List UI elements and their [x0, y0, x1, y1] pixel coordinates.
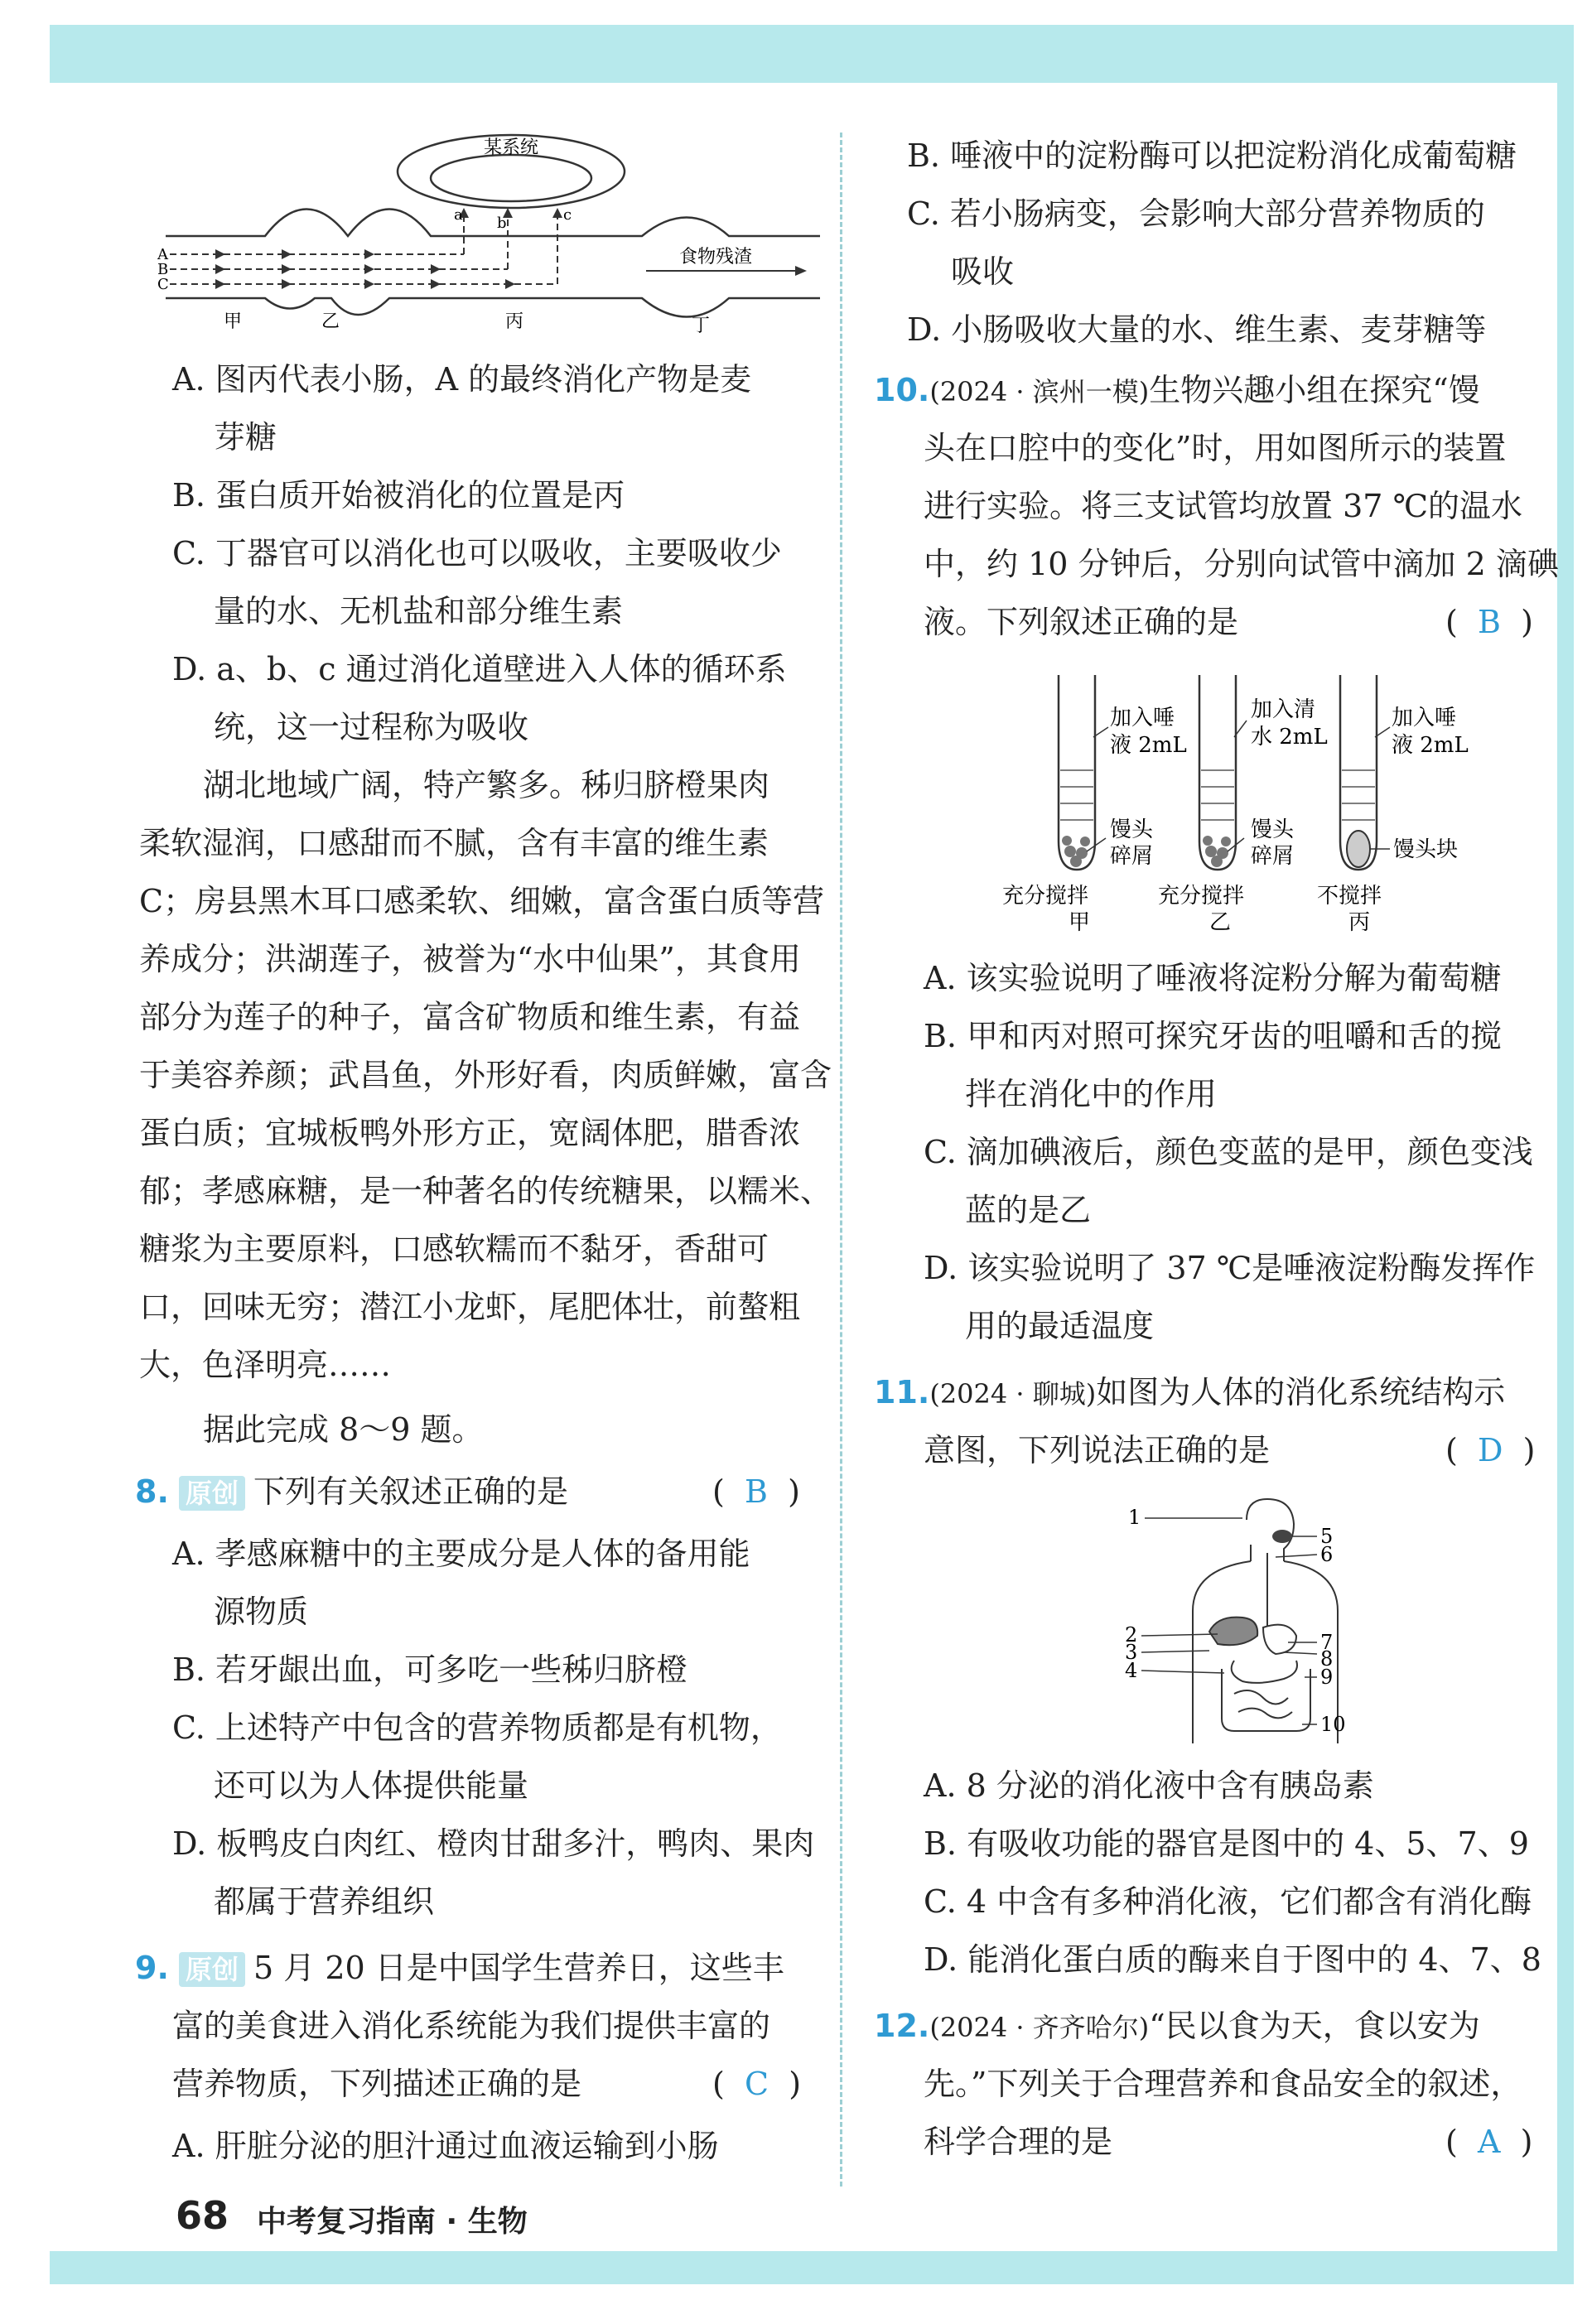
answer-letter: B: [1477, 604, 1501, 640]
q9-stem-line3: 营养物质，下列描述正确的是: [172, 2066, 582, 2102]
tube1-label: 液 2mL: [1110, 733, 1187, 758]
digestive-absorption-diagram: [157, 128, 828, 344]
fig-label-6: 6: [1320, 1543, 1334, 1566]
fig-label-8: 8: [1320, 1647, 1334, 1671]
q7-option-a-line2: 芽糖: [214, 419, 277, 456]
q8-option-a-line2: 源物质: [214, 1594, 309, 1630]
q10-option-c-line1: C. 滴加碘液后，颜色变蓝的是甲，颜色变浅: [924, 1134, 1533, 1170]
label-b: b: [497, 215, 507, 232]
passage-line: 柔软湿润，口感甜而不腻，含有丰富的维生素: [139, 825, 769, 861]
question-number: 9.: [135, 1950, 169, 1986]
q10-stem-line2: 头在口腔中的变化”时，用如图所示的装置: [924, 430, 1507, 466]
q11-option-c: C. 4 中含有多种消化液，它们都含有消化酶: [924, 1883, 1532, 1920]
tube2-label: 水 2mL: [1251, 725, 1328, 750]
question-text: 下列有关叙述正确的是: [253, 1473, 569, 1510]
q7-option-b: B. 蛋白质开始被消化的位置是丙: [172, 477, 625, 513]
tube1-label: 加入唾: [1110, 706, 1175, 730]
q12-answer: ( A ): [1445, 2124, 1533, 2160]
fig-label-5: 5: [1320, 1525, 1334, 1548]
q8-option-a-line1: A. 孝感麻糖中的主要成分是人体的备用能: [172, 1536, 750, 1572]
q10-option-c-line2: 蓝的是乙: [965, 1192, 1092, 1228]
question-11-stem: [874, 1372, 1505, 1415]
tube1-name: 甲: [1069, 910, 1091, 935]
q11-answer: ( D ): [1445, 1432, 1536, 1468]
q8-answer: ( B ): [712, 1473, 800, 1510]
question-source: (2024 · 齐齐哈尔): [929, 2012, 1150, 2043]
q10-option-d-line1: D. 该实验说明了 37 ℃是唾液淀粉酶发挥作: [924, 1250, 1536, 1286]
q10-stem-line4: 中，约 10 分钟后，分别向试管中滴加 2 滴碘: [924, 546, 1559, 582]
q7-option-d-line1: D. a、b、c 通过消化道壁进入人体的循环系: [172, 651, 787, 687]
label-A: A: [157, 246, 168, 263]
q7-option-a-line1: A. 图丙代表小肠，A 的最终消化产物是麦: [172, 361, 752, 398]
q7-option-c-line2: 量的水、无机盐和部分维生素: [214, 593, 624, 629]
tube1-content: 馒头: [1110, 817, 1154, 842]
organ-yi: 乙: [321, 311, 340, 332]
tube2-content: 碎屑: [1251, 844, 1295, 869]
passage-line: 养成分；洪湖莲子，被誉为“水中仙果”，其食用: [139, 941, 801, 977]
q8-option-d-line2: 都属于营养组织: [214, 1883, 435, 1920]
answer-letter: C: [744, 2066, 769, 2102]
answer-letter: B: [744, 1473, 768, 1510]
tube3-content: 馒头块: [1393, 837, 1459, 862]
tube2-name: 乙: [1209, 910, 1232, 935]
food-residue-label: 食物残渣: [679, 247, 753, 268]
original-badge: 原创: [179, 1476, 245, 1511]
fig-label-7: 7: [1320, 1631, 1334, 1654]
fig-label-2: 2: [1125, 1623, 1138, 1647]
system-label: 某系统: [483, 137, 539, 158]
tube2-content: 馒头: [1251, 817, 1295, 842]
label-B: B: [157, 261, 169, 278]
q8-option-d-line1: D. 板鸭皮白肉红、橙肉甘甜多汁，鸭肉、果肉: [172, 1825, 815, 1862]
answer-letter: A: [1477, 2124, 1501, 2160]
q9-stem-line2: 富的美食进入消化系统能为我们提供丰富的: [172, 2008, 771, 2044]
q11-option-b: B. 有吸收功能的器官是图中的 4、5、7、9: [924, 1825, 1529, 1862]
q10-stem-line3: 进行实验。将三支试管均放置 37 ℃的温水: [924, 488, 1523, 524]
passage-line: C；房县黑木耳口感柔软、细嫩，富含蛋白质等营: [139, 883, 825, 919]
q11-stem-line2: 意图，下列说法正确的是: [924, 1432, 1271, 1468]
passage-line: 部分为莲子的种子，富含矿物质和维生素，有益: [139, 999, 801, 1035]
digestive-system-figure: [1118, 1495, 1367, 1752]
q10-option-b-line2: 拌在消化中的作用: [965, 1076, 1218, 1112]
question-source: (2024 · 聊城): [929, 1378, 1097, 1410]
tube1-stir: 充分搅拌: [1002, 884, 1089, 909]
q8-option-c-line1: C. 上述特产中包含的营养物质都是有机物，: [172, 1709, 782, 1746]
label-C: C: [157, 276, 169, 293]
organ-jia: 甲: [224, 311, 243, 332]
test-tube-figure: [994, 663, 1508, 944]
q9-option-a: A. 肝脏分泌的胆汁通过血液运输到小肠: [172, 2128, 719, 2164]
fig-label-1: 1: [1128, 1506, 1141, 1529]
passage-line: 口，回味无穷；潜江小龙虾，尾肥体壮，前螯粗: [139, 1289, 801, 1325]
q9-option-c-line2: 吸收: [951, 253, 1015, 290]
question-text: 如图为人体的消化系统结构示: [1096, 1374, 1506, 1410]
q7-option-d-line2: 统，这一过程称为吸收: [214, 709, 529, 745]
question-number: 10.: [874, 372, 930, 408]
q10-answer: ( B ): [1445, 604, 1533, 640]
answer-letter: D: [1477, 1432, 1503, 1468]
tube2-label: 加入清: [1251, 697, 1316, 722]
passage-line: 郁；孝感麻糖，是一种著名的传统糖果，以糯米、: [139, 1173, 832, 1209]
q11-option-a: A. 8 分泌的消化液中含有胰岛素: [924, 1767, 1374, 1804]
question-10-stem: [874, 369, 1480, 412]
page-frame-right: [1557, 25, 1574, 2278]
passage-line: 糖浆为主要原料，口感软糯而不黏牙，香甜可: [139, 1231, 769, 1267]
page-frame-bottom: [50, 2251, 1574, 2284]
passage-instruction: 据此完成 8～9 题。: [203, 1411, 484, 1448]
q7-option-c-line1: C. 丁器官可以消化也可以吸收，主要吸收少: [172, 535, 782, 571]
label-a: a: [454, 206, 463, 224]
passage-line: 湖北地域广阔，特产繁多。秭归脐橙果肉: [203, 767, 770, 803]
fig-label-3: 3: [1125, 1641, 1138, 1664]
q10-option-b-line1: B. 甲和丙对照可探究牙齿的咀嚼和舌的搅: [924, 1018, 1503, 1054]
passage-line: 蛋白质；宜城板鸭外形方正，宽阔体肥，腊香浓: [139, 1115, 801, 1151]
book-title: 中考复习指南 · 生物: [257, 2205, 528, 2239]
label-c: c: [563, 206, 572, 224]
question-12-stem: [874, 2005, 1480, 2048]
tube3-label: 加入唾: [1392, 706, 1457, 730]
original-badge: 原创: [179, 1952, 245, 1987]
q10-option-d-line2: 用的最适温度: [965, 1308, 1155, 1344]
question-number: 8.: [135, 1473, 169, 1510]
question-text: 生物兴趣小组在探究“馒: [1149, 372, 1480, 408]
page-number: 68: [176, 2193, 229, 2238]
q9-answer: ( C ): [712, 2066, 802, 2102]
fig-label-4: 4: [1125, 1659, 1138, 1682]
tube2-stir: 充分搅拌: [1158, 884, 1245, 909]
q10-option-a: A. 该实验说明了唾液将淀粉分解为葡萄糖: [924, 960, 1502, 996]
question-number: 11.: [874, 1374, 930, 1410]
q12-stem-line3: 科学合理的是: [924, 2124, 1113, 2160]
question-source: (2024 · 滨州一模): [929, 376, 1150, 407]
fig-label-9: 9: [1320, 1666, 1334, 1689]
fig-label-10: 10: [1320, 1713, 1346, 1736]
tube1-content: 碎屑: [1110, 844, 1154, 869]
tube3-stir: 不搅拌: [1317, 884, 1382, 909]
tube3-label: 液 2mL: [1392, 733, 1469, 758]
q8-option-c-line2: 还可以为人体提供能量: [214, 1767, 529, 1804]
q10-stem-line5: 液。下列叙述正确的是: [924, 604, 1239, 640]
q9-option-d: D. 小肠吸收大量的水、维生素、麦芽糖等: [907, 311, 1487, 348]
page-frame-top: [50, 25, 1574, 83]
organ-bing: 丙: [505, 311, 524, 332]
question-text: 5 月 20 日是中国学生营养日，这些丰: [253, 1950, 784, 1986]
question-8-stem: [135, 1471, 568, 1512]
q9-option-b: B. 唾液中的淀粉酶可以把淀粉消化成葡萄糖: [907, 137, 1517, 174]
question-text: “民以食为天，食以安为: [1149, 2008, 1480, 2044]
organ-ding: 丁: [692, 316, 711, 336]
question-number: 12.: [874, 2008, 930, 2044]
passage-line: 大，色泽明亮……: [139, 1347, 392, 1383]
tube3-name: 丙: [1348, 910, 1371, 935]
passage-line: 于美容养颜；武昌鱼，外形好看，肉质鲜嫩，富含: [139, 1057, 832, 1093]
column-divider: [840, 133, 842, 2187]
question-9-stem: [135, 1947, 784, 1989]
q12-stem-line2: 先。”下列关于合理营养和食品安全的叙述，: [924, 2066, 1522, 2102]
q9-option-c-line1: C. 若小肠病变，会影响大部分营养物质的: [907, 195, 1485, 232]
q8-option-b: B. 若牙龈出血，可多吃一些秭归脐橙: [172, 1651, 688, 1688]
q11-option-d: D. 能消化蛋白质的酶来自于图中的 4、7、8: [924, 1941, 1541, 1978]
